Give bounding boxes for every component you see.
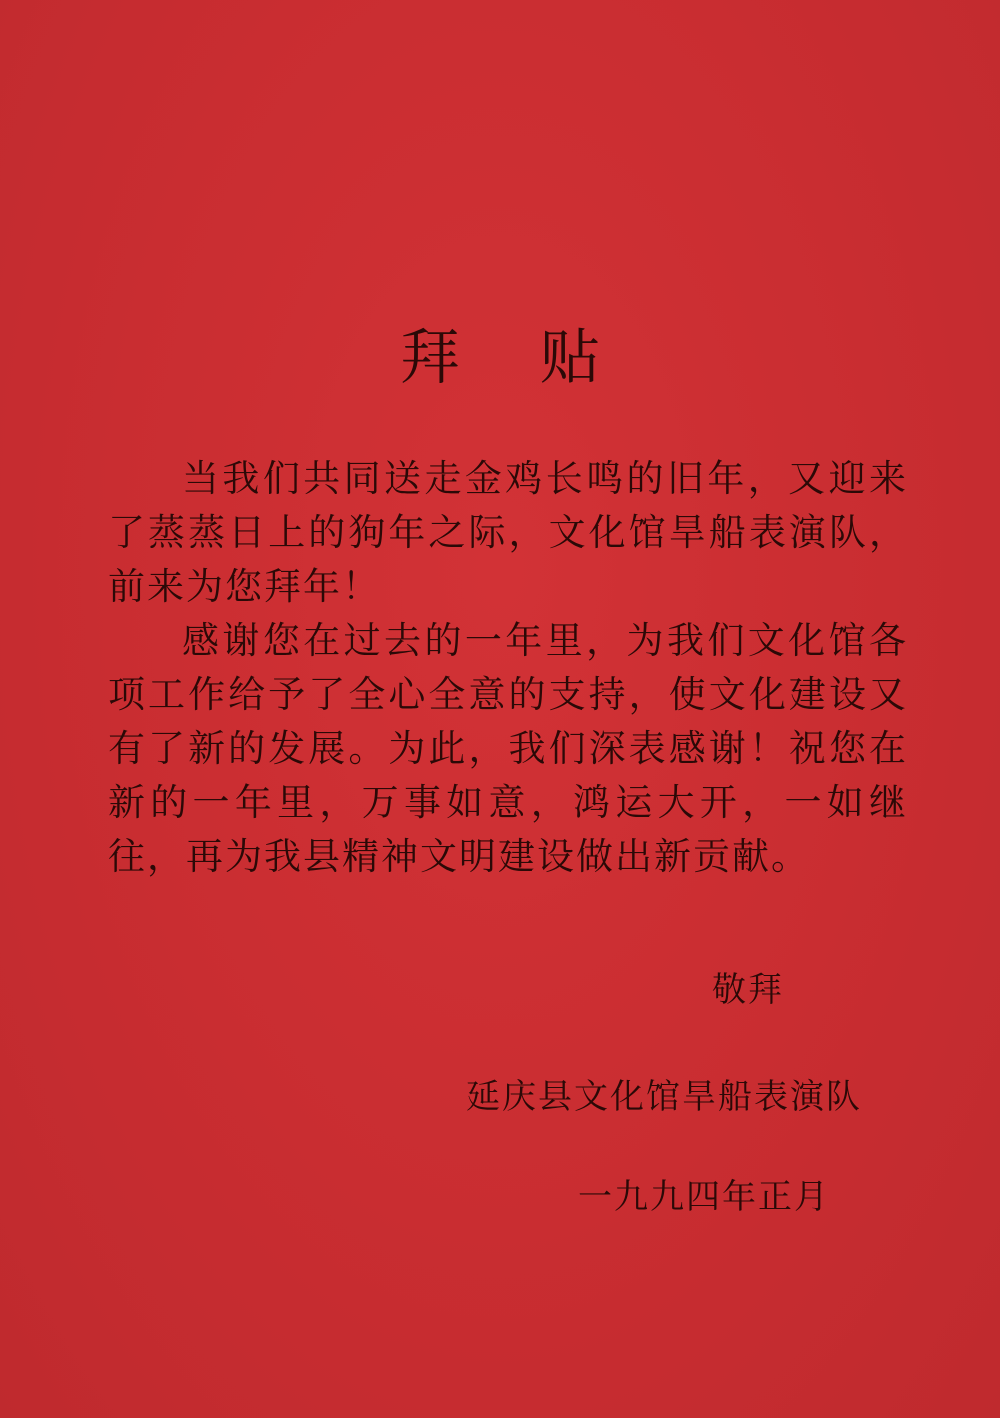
paragraph-1: 当我们共同送走金鸡长鸣的旧年，又迎来了蒸蒸日上的狗年之际，文化馆旱船表演队，前来为您拜年！: [108, 457, 908, 608]
closing-salutation: 敬拜: [712, 970, 784, 1010]
letter-date: 一九九四年正月: [578, 1177, 830, 1217]
signature-organization: 延庆县文化馆旱船表演队: [466, 1077, 862, 1117]
card-title: 拜贴: [400, 323, 680, 393]
letter-body: [108, 452, 908, 884]
paragraph-2: 感谢您在过去的一年里，为我们文化馆各项工作给予了全心全意的支持，使文化建设又有了新的发展。为此，我们深表感谢！祝您在新的一年里，万事如意，鸿运大开，一如继往，再为我县精神文明建设做出新贡献。: [108, 619, 908, 878]
